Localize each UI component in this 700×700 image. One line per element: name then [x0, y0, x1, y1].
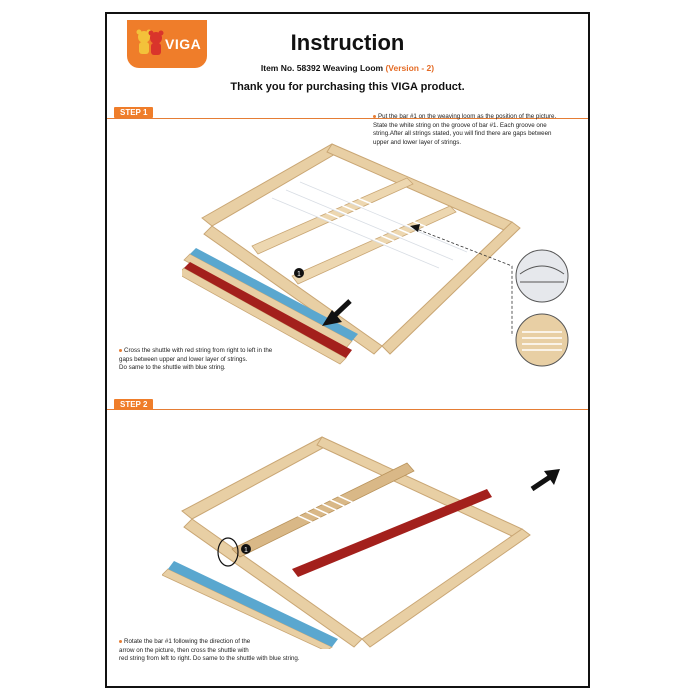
step2-note-line: arrow on the picture, then cross the shuttle with	[119, 646, 249, 654]
item-number-line	[107, 63, 588, 73]
bullet-icon	[373, 115, 376, 118]
step2-loom-illustration	[162, 419, 582, 649]
step1-note-top-line: State the white string on the groove of bar #1. Each groove one	[373, 121, 547, 129]
step1-badge: STEP 1	[114, 107, 153, 118]
page-title: Instruction	[290, 30, 405, 55]
step1-note-top-line: string.After all strings stated, you will find there are gaps between	[373, 130, 552, 138]
item-number: Item No. 58392 Weaving Loom	[260, 63, 384, 73]
brand-name: VIGA	[165, 36, 202, 52]
step1-note-bottom-line: gaps between upper and lower layer of strings.	[119, 355, 248, 363]
version-label: (Version - 2)	[385, 63, 435, 73]
step1-note-top-line: upper and lower layer of strings.	[373, 138, 462, 146]
bullet-icon	[119, 349, 122, 352]
thanks-message: Thank you for purchasing this VIGA product.	[230, 81, 465, 93]
step2-bar-marker: 1	[244, 547, 248, 554]
step2-note-line: Rotate the bar #1 following the direction of the	[119, 638, 369, 647]
step1-note-bottom	[119, 347, 319, 373]
instruction-sheet	[105, 12, 590, 688]
step2-badge: STEP 2	[114, 399, 153, 410]
step1-note-bottom-line: Do same to the shuttle with blue string.	[119, 364, 226, 372]
step1-loom-illustration	[182, 126, 587, 376]
step2-note	[119, 638, 369, 664]
step2-note-line: red string from left to right. Do same to the shuttle with blue string.	[119, 655, 300, 663]
bullet-icon	[119, 640, 122, 643]
step1-note-top-line: Put the bar #1 on the weaving loom as the position of the picture.	[373, 113, 585, 122]
step1-bar-marker: 1	[297, 271, 301, 278]
step1-note-bottom-line: Cross the shuttle with red string from right to left in the	[119, 347, 319, 356]
step2-divider	[107, 409, 588, 410]
